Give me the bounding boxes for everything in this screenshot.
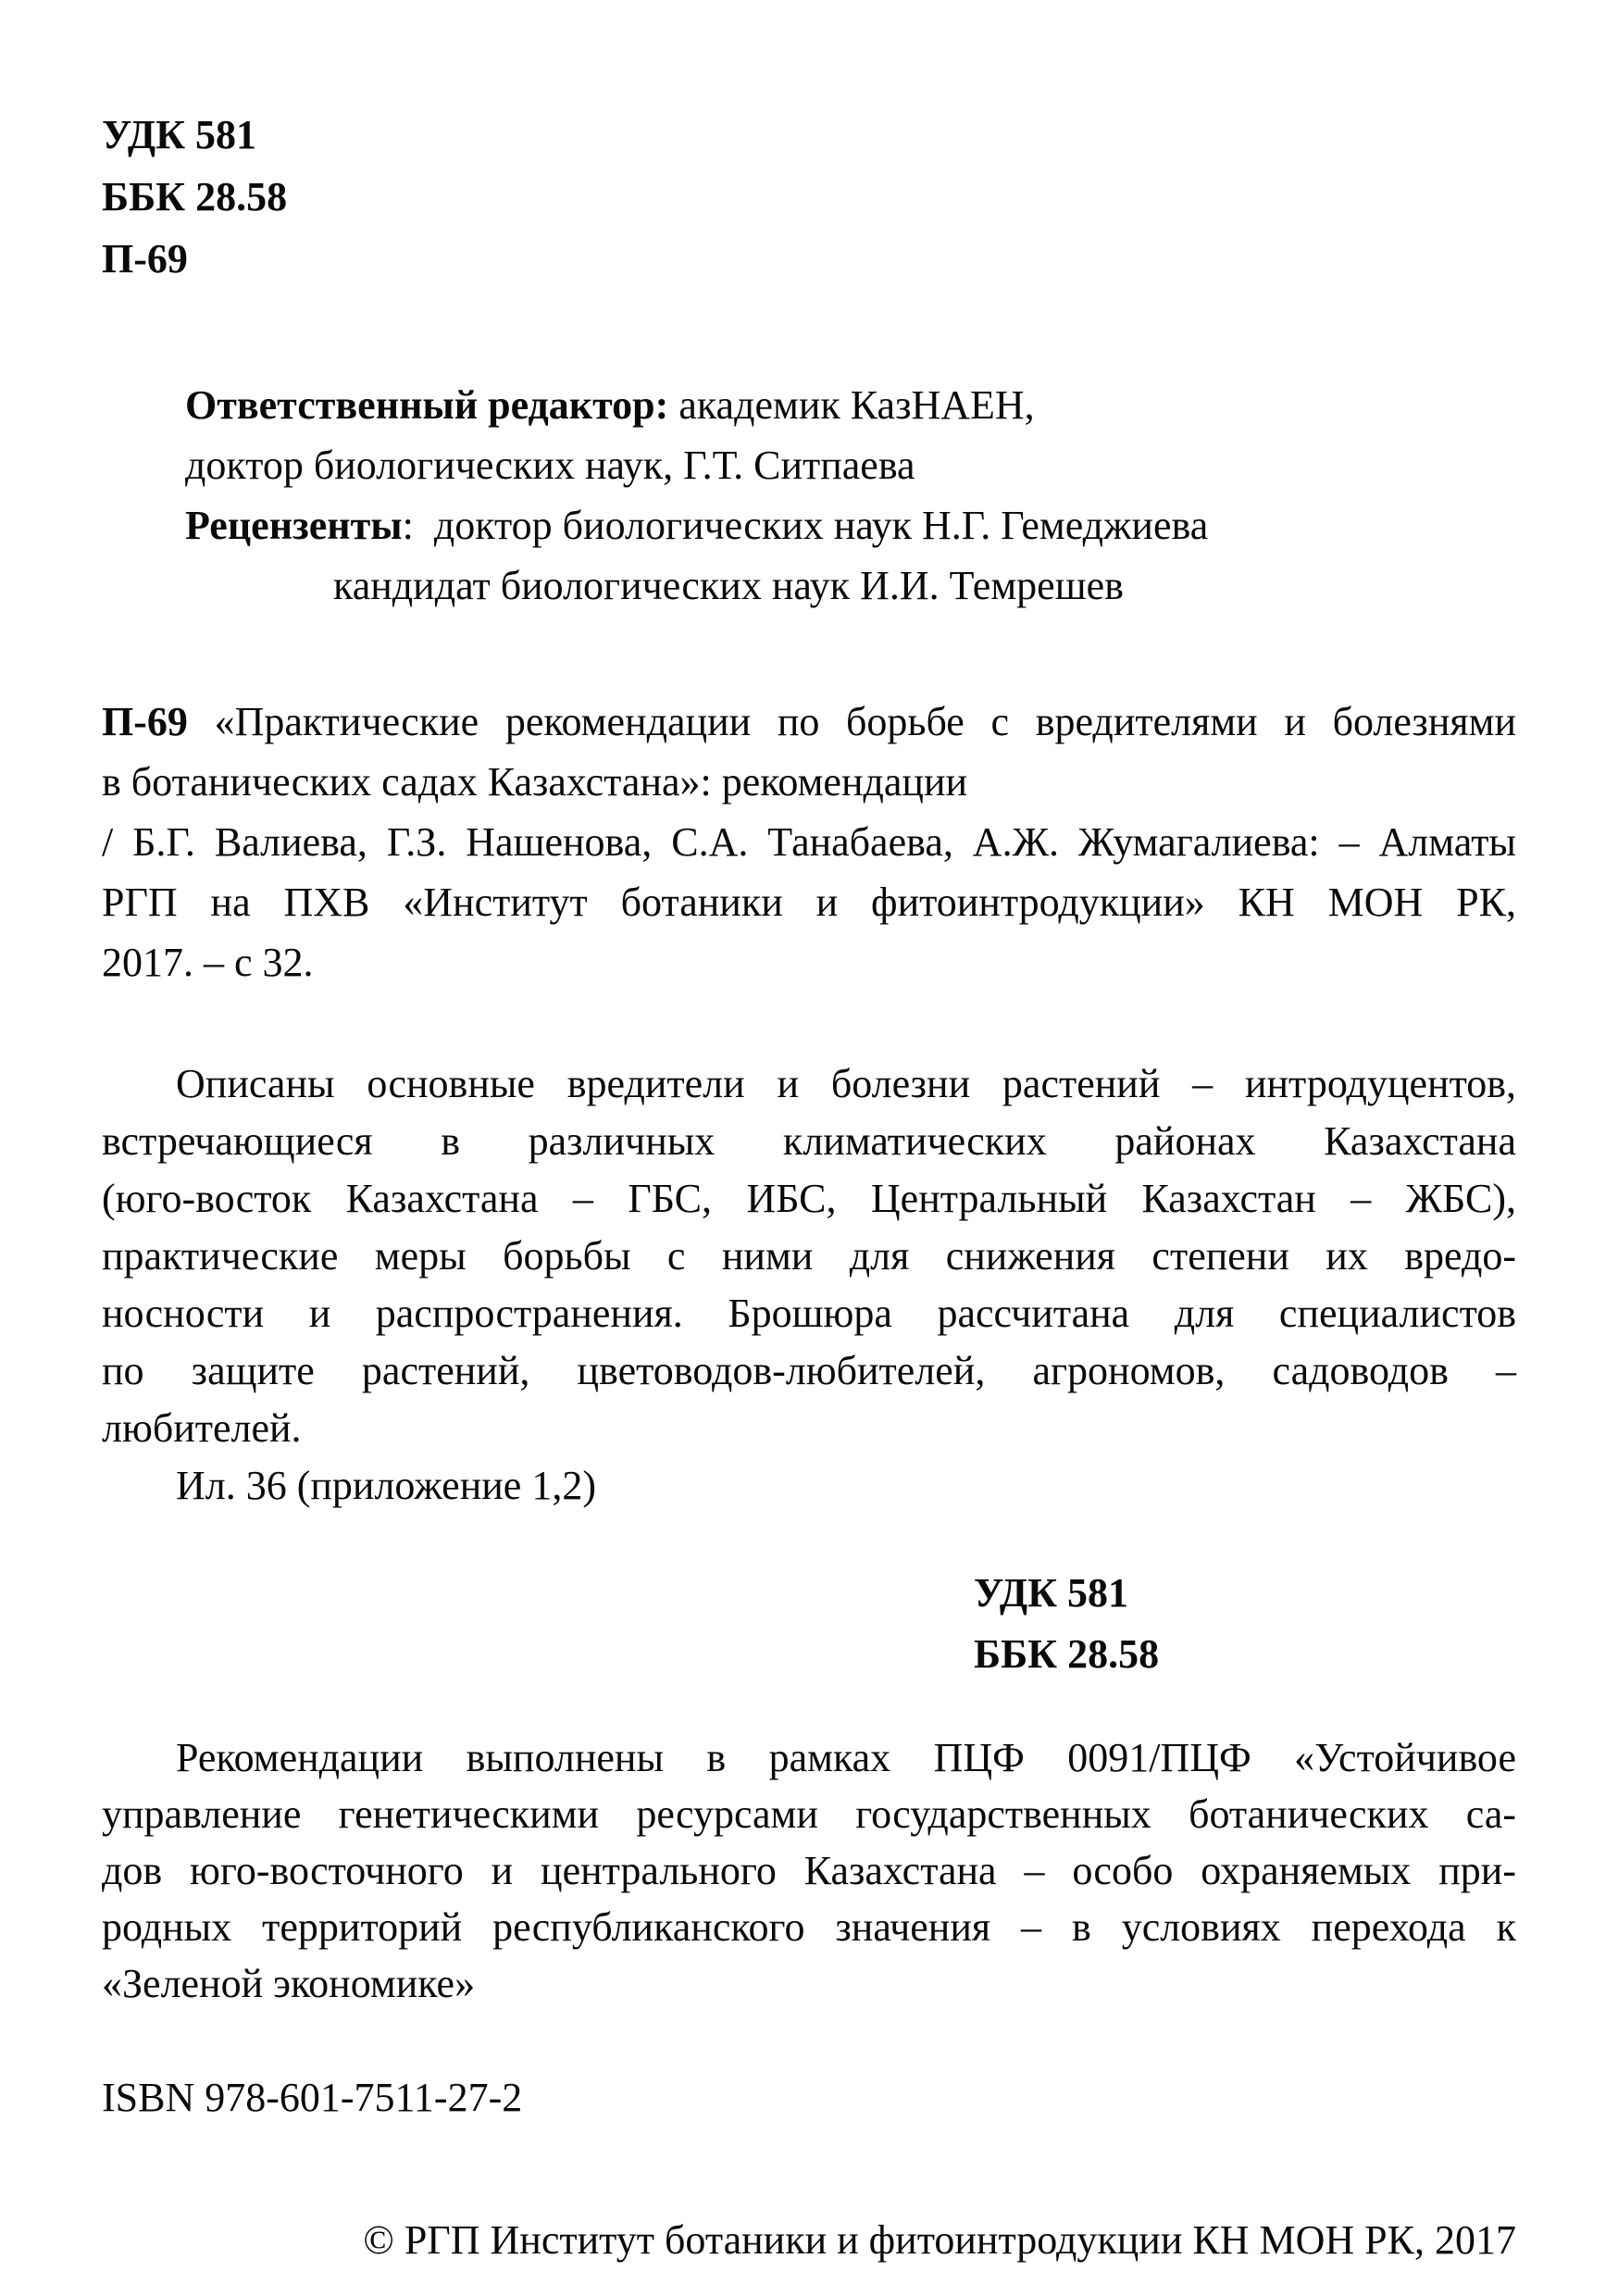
abstract-line-2: встречающиеся в различных климатических районах Казахстана	[102, 1118, 1516, 1164]
funding-line-5: «Зеленой экономике»	[102, 1961, 476, 2006]
abstract-line-7: любителей.	[102, 1405, 302, 1451]
responsible-editor-line2: доктор биологических наук, Г.Т. Ситпаева	[185, 443, 915, 488]
copyright-line: © РГП Институт ботаники и фитоинтродукции КН МОН РК, 2017	[363, 2217, 1516, 2263]
citation-line-1	[102, 692, 1516, 752]
funding-line-1: Рекомендации выполнены в рамках ПЦФ 0091/ПЦФ «Устойчивое	[176, 1735, 1516, 1780]
funding-line-3: дов юго-восточного и центрального Казахстана – особо охраняемых при-	[102, 1848, 1516, 1893]
funding-statement	[102, 1729, 1516, 2012]
abstract-line-1: Описаны основные вредители и болезни растений – интродуцентов,	[176, 1061, 1516, 1106]
udc-code-right: УДК 581	[974, 1570, 1129, 1616]
citation-title: «Практические рекомендации по борьбе с вредителями и болезнями	[214, 699, 1516, 744]
illustrations-note: Ил. 36 (приложение 1,2)	[176, 1463, 596, 1508]
responsible-editor-line	[185, 375, 1516, 435]
abstract-line-4: практические меры борьбы с ними для снижения степени их вредо-	[102, 1233, 1516, 1279]
funding-line-2: управление генетическими ресурсами государственных ботанических са-	[102, 1791, 1516, 1837]
bbk-code: ББК 28.58	[102, 174, 288, 219]
editors-block	[102, 375, 1516, 616]
reviewers-line	[185, 495, 1516, 555]
udc-code: УДК 581	[102, 112, 257, 157]
abstract-line-5: носности и распространения. Брошюра рассчитана для специалистов	[102, 1291, 1516, 1336]
citation-line-2: в ботанических садах Казахстана»: рекомендации	[102, 759, 968, 805]
reviewer-1: : доктор биологических наук Н.Г. Гемеджиева	[402, 503, 1209, 548]
funding-line-4: родных территорий республиканского значения – в условиях перехода к	[102, 1904, 1516, 1950]
reviewers-label: Рецензенты	[185, 503, 403, 548]
reviewer-2: кандидат биологических наук И.И. Темрешев	[333, 563, 1124, 608]
author-sign-code: П-69	[102, 236, 188, 281]
citation-year-pages: 2017. – с 32.	[102, 940, 314, 985]
citation-code: П-69	[102, 699, 188, 744]
bbk-code-right: ББК 28.58	[974, 1631, 1160, 1677]
abstract-line-6: по защите растений, цветоводов-любителей, агрономов, садоводов –	[102, 1348, 1516, 1393]
citation-authors: / Б.Г. Валиева, Г.З. Нашенова, С.А. Танабаева, А.Ж. Жумагалиева: – Алматы	[102, 819, 1516, 865]
isbn-line: ISBN 978-601-7511-27-2	[102, 2075, 523, 2120]
abstract-block	[102, 1055, 1516, 1515]
classification-codes	[102, 104, 1516, 290]
bibliographic-citation	[102, 692, 1516, 992]
responsible-editor-label: Ответственный редактор:	[185, 382, 669, 428]
classification-codes-right	[102, 1563, 1516, 1685]
abstract-line-3: (юго-восток Казахстана – ГБС, ИБС, Центральный Казахстан – ЖБС),	[102, 1176, 1516, 1221]
responsible-editor-value: академик КазНАЕН,	[678, 382, 1035, 428]
citation-publisher: РГП на ПХВ «Институт ботаники и фитоинтродукции» КН МОН РК,	[102, 880, 1516, 925]
